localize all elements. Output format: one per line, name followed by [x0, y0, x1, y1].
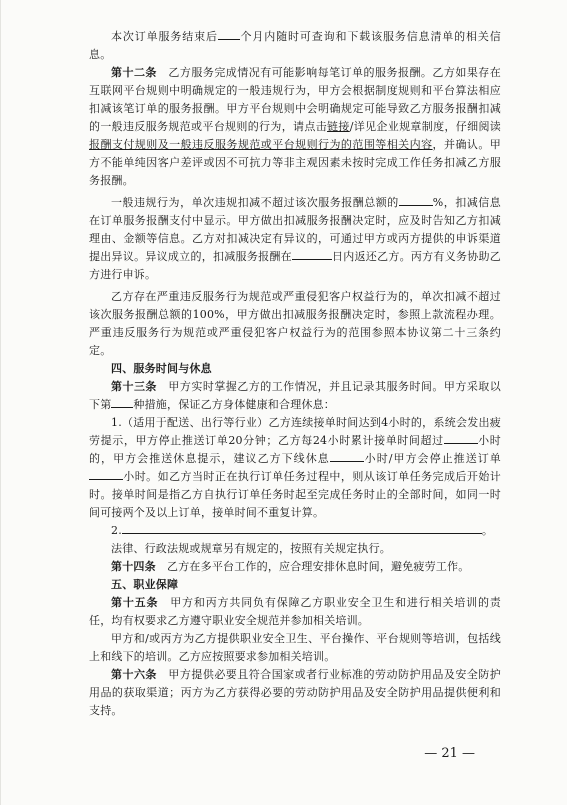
section-heading-5: 五、职业保障 — [111, 578, 179, 591]
text-segment: 本次订单服务结束后 — [111, 30, 218, 43]
article-label: 第十二条 — [111, 66, 157, 79]
blank-field — [292, 248, 332, 260]
article-label: 第十四条 — [111, 560, 156, 573]
article-12 — [89, 64, 501, 190]
article-label: 第十五条 — [111, 596, 159, 609]
text-segment: 个月内随时可查询和下载该服务信息清单的相关信息。 — [89, 30, 501, 61]
item-1 — [89, 414, 501, 522]
item-2 — [89, 522, 501, 540]
text-segment: 一般违规行为，单次违规扣减不超过该次服务报酬总额的 — [111, 196, 399, 209]
paragraph-law-note: 法律、行政法规或规章另有规定的，按照有关规定执行。 — [111, 542, 391, 555]
section-heading-4: 四、服务时间与休息 — [111, 362, 212, 375]
page-number: — 21 — — [424, 746, 475, 761]
blank-field — [444, 432, 478, 444]
underlined-rules-text: 报酬支付规则及一般违反服务规范或平台规则行为的范围等相关内容 — [89, 138, 433, 151]
blank-field — [330, 450, 364, 462]
text-segment: 甲方提供必要且符合国家或者行业标准的劳动防护用品及安全防护用品的获取渠道；丙方为乙方获得必要的劳动防护用品及安全防护用品提供便利和支持。 — [89, 668, 501, 717]
text-segment: 小时/甲方会停止推送订单 — [363, 452, 502, 465]
text-segment: /详见企业规章制度，仔细阅读 — [349, 120, 501, 133]
text-segment: 甲方和丙方共同负有保障乙方职业安全卫生和进行相关培训的责任，均有权要求乙方遵守职业安全规范并参加相关培训。 — [89, 596, 501, 627]
article-13 — [89, 378, 501, 414]
blank-field — [111, 396, 133, 408]
text-segment: 甲方实时掌握乙方的工作情况，并且记录其服务时间。甲方采取以下第 — [89, 380, 501, 411]
article-14 — [89, 558, 501, 576]
blank-field — [89, 468, 123, 480]
paragraph-deduction-rate — [89, 194, 501, 284]
text-segment: 乙方存在严重违反服务行为规范或严重侵犯客户权益行为的，单次扣减不超过该次服务报酬总额的100%，甲方做出扣减服务报酬决定时，参照上款流程办理。严重违反服务行为规范或严重侵犯客户权益行为的范围参照本协议第二十三条约定。 — [89, 290, 501, 357]
paragraph-training: 甲方和/或丙方为乙方提供职业安全卫生、平台操作、平台规则等培训，包括线上和线下的培训。乙方应按照要求参加相关培训。 — [89, 632, 501, 663]
document-body — [89, 28, 501, 720]
article-label: 第十六条 — [111, 668, 157, 681]
paragraph-serious-violation — [89, 288, 501, 360]
article-15 — [89, 594, 501, 630]
text-segment: 日内返还乙方。丙方有义务协助乙方进行申诉。 — [89, 250, 501, 281]
paragraph-service-info — [89, 28, 501, 64]
blank-field — [122, 522, 482, 534]
blank-field — [399, 194, 433, 206]
text-segment: 小时。如乙方当时正在执行订单任务过程中，则从该订单任务完成后开始计时。接单时间是指乙方自执行订单任务时起至完成任务时止的全部时间，如同一时间可接两个及以上订单，接单时间不重复计算。 — [89, 470, 501, 519]
text-segment: 种措施，保证乙方身体健康和合理休息： — [133, 398, 336, 411]
text-segment: 乙方在多平台工作的，应合理安排休息时间，避免疲劳工作。 — [167, 560, 470, 573]
text-segment: 。 — [481, 524, 494, 537]
link-text[interactable]: 链接 — [327, 120, 350, 133]
text-segment: 乙方服务完成情况有可能影响每笔订单的服务报酬。乙方如果存在互联网平台规则中明确规定的一般违规行为，甲方会根据制度规则和平台算法相应扣减该笔订单的服务报酬。甲方平台规则中会明确规定可能导致乙方服务报酬扣减的一般违反服务规范或平台规则的行为，请点击 — [89, 66, 501, 133]
article-label: 第十三条 — [111, 380, 157, 393]
text-segment: 2. — [111, 524, 122, 537]
text-segment: 小时的，甲方会推送休息提示，建议乙方下线休息 — [89, 434, 501, 465]
text-segment: %，扣减信息在订单服务报酬支付中显示。甲方做出扣减服务报酬决定时，应及时告知乙方扣减理由、金额等信息。乙方对扣减决定有异议的，可通过甲方或丙方提供的申诉渠道提出异议。异议成立的，扣减服务报酬在 — [89, 196, 502, 263]
blank-field — [218, 28, 240, 40]
text-segment: ，并确认。甲方不能单纯因客户差评或因不可抗力等非主观因素未按时完成工作任务扣减乙方服务报酬。 — [89, 138, 502, 187]
article-16 — [89, 666, 501, 720]
text-segment: 1.（适用于配送、出行等行业）乙方连续接单时间达到4小时的，系统会发出疲劳提示，甲方停止推送订单20分钟；乙方每24小时累计接单时间超过 — [89, 416, 501, 447]
